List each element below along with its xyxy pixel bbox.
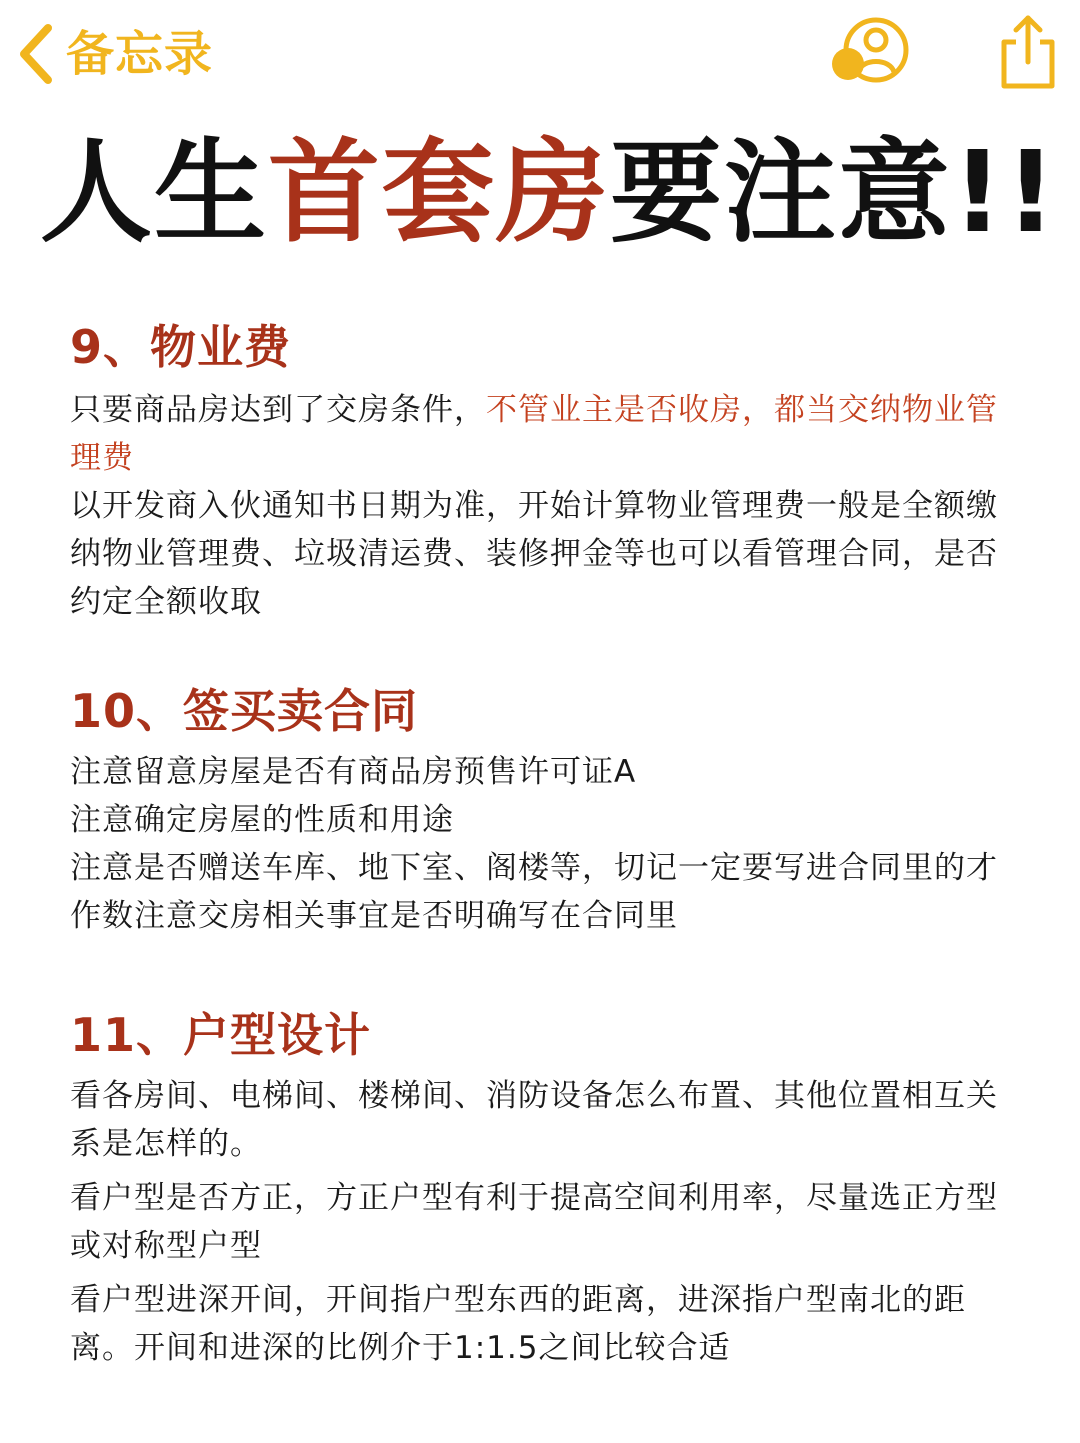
back-button[interactable]	[16, 22, 213, 86]
back-label: 备忘录	[66, 26, 214, 82]
section-sales-contract	[70, 680, 1010, 940]
section-floor-plan	[70, 1004, 1010, 1378]
section-line: 看户型是否方正，方正户型有利于提高空间利用率，尽量选正方型或对称型户型	[70, 1180, 998, 1264]
share-icon	[996, 77, 1060, 96]
section-line: 注意确定房屋的性质和用途	[70, 802, 454, 838]
title-part-2: 要注意!!	[610, 128, 1059, 258]
note-title	[40, 128, 1060, 258]
title-highlight: 首套房	[268, 128, 610, 258]
section-property-fee	[70, 316, 1010, 626]
section-heading: 9、物业费	[70, 320, 292, 374]
paragraph-highlight: 不管业主是否收房，都当交纳物业管理费	[70, 392, 998, 476]
section-line: 看户型进深开间，开间指户型东西的距离，进深指户型南北的距离。开间和进深的比例介于1:1.5之间比较合适	[70, 1282, 966, 1366]
paragraph-text: 只要商品房达到了交房条件，	[70, 392, 486, 428]
section-heading: 11、户型设计	[70, 1008, 372, 1062]
section-paragraph: 以开发商入伙通知书日期为准，开始计算物业管理费一般是全额缴纳物业管理费、垃圾清运费、装修押金等也可以看管理合同，是否约定全额收取	[70, 488, 998, 620]
section-paragraph	[70, 386, 1010, 482]
section-line: 看各房间、电梯间、楼梯间、消防设备怎么布置、其他位置相互关系是怎样的。	[70, 1078, 998, 1162]
chevron-left-icon	[16, 22, 56, 86]
share-button[interactable]	[996, 12, 1060, 92]
nav-bar	[0, 0, 1080, 110]
section-line: 注意是否赠送车库、地下室、阁楼等，切记一定要写进合同里的才作数注意交房相关事宜是否明确写在合同里	[70, 850, 998, 934]
section-line: 注意留意房屋是否有商品房预售许可证A	[70, 754, 637, 790]
title-part-1: 人生	[40, 128, 268, 258]
collaborators-icon	[828, 71, 914, 90]
collaborators-button[interactable]	[828, 16, 914, 86]
section-heading: 10、签买卖合同	[70, 684, 419, 738]
